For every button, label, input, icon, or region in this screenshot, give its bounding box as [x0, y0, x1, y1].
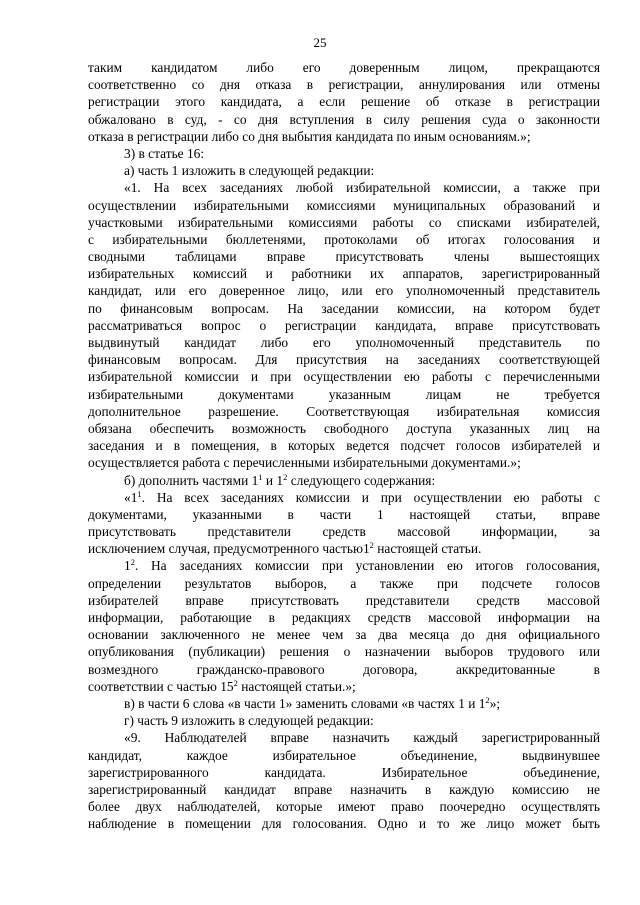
text-line: информации, работающие в редакциях средств массовой информации на — [88, 610, 600, 625]
text-line: обжаловано в суд, - со дня вступления в силу решения суда о законности — [88, 111, 600, 127]
text-line: избирательными документами указанным лицам не требуется — [88, 386, 600, 402]
text-line: кандидат, каждое избирательное объединение, выдвинувшее — [88, 747, 600, 763]
text-line: г) часть 9 изложить в следующей редакции: — [124, 713, 374, 729]
text-line: 3) в статье 16: — [124, 145, 205, 161]
text-line: рассматриваться вопрос о регистрации кандидата, вправе присутствовать — [88, 317, 600, 333]
text-line: участковыми избирательными комиссиями работы со списками избирателей, — [88, 214, 600, 230]
text-line: более двух наблюдателей, которые имеют право поочередно осуществлять — [88, 799, 600, 815]
text-line: избирателей вправе присутствовать представители средств массовой — [88, 592, 600, 608]
text-line: таким кандидатом либо его доверенным лицом, прекращаются — [88, 60, 600, 75]
text-line: зарегистрированного кандидата. Избирательное объединение, — [88, 764, 600, 780]
text-line: кандидат, или его доверенное лицо, или его уполномоченный представитель — [88, 283, 600, 299]
text-line: сводными таблицами вправе присутствовать члены вышестоящих — [88, 249, 600, 265]
text-line: опубликования (публикации) решения о назначении выборов трудового или — [88, 644, 600, 660]
text-line: «9. Наблюдателей вправе назначить каждый зарегистрированный — [124, 730, 600, 746]
text-line: $1^2$. На заседаниях комиссии при установлении ею итогов голосования, — [124, 557, 600, 574]
text-line: наблюдение в помещении для голосования. Одно и то же лицо может быть — [88, 816, 600, 832]
text-line: по финансовым вопросам. На заседании комиссии, на котором будет — [88, 300, 600, 316]
text-line: «1. На всех заседаниях любой избирательной комиссии, а также при — [124, 180, 600, 196]
text-line: соответствии с частью $15^2$ настоящей статьи.»; — [88, 677, 356, 694]
text-line: определении результатов выборов, а также при подсчете голосов — [88, 575, 600, 591]
text-line: осуществляется работа с перечисленными избирательными документами.»; — [88, 455, 521, 471]
text-line: в) в части 6 слова «в части 1» заменить словами «в частях 1 и $1^2$»; — [124, 694, 501, 711]
page-number: 25 — [313, 35, 327, 50]
text-line: избирательных комиссий и работники их аппаратов, зарегистрированный — [88, 266, 600, 282]
text-line: отказа в регистрации либо со дня выбытия кандидата по иным основаниям.»; — [88, 128, 531, 144]
text-line: а) часть 1 изложить в следующей редакции: — [124, 163, 375, 179]
text-line: осуществлении избирательными комиссиями муниципальных образований и — [88, 197, 600, 213]
text-line: основании заключенного не менее чем за два месяца до дня официального — [88, 627, 600, 643]
text-line: обязана обеспечить возможность свободного доступа указанных лиц на — [88, 420, 600, 436]
text-line: зарегистрированный кандидат вправе назначить в каждую комиссию не — [88, 781, 600, 797]
text-line: заседания и в помещения, в которых ведется подсчет голосов избирателей и — [88, 438, 600, 454]
text-line: возмездного гражданско-правового договора, аккредитованные в — [88, 661, 600, 677]
text-line: соответственно со дня отказа в регистрации, аннулирования или отмены — [88, 77, 600, 93]
text-line: б) дополнить частями $1^1$ и $1^2$ следующего содержания: — [124, 471, 436, 488]
text-line: присутствовать представители средств массовой информации, за — [88, 524, 600, 540]
text-line: регистрации этого кандидата, а если решение об отказе в регистрации — [88, 94, 600, 110]
text-line: с избирательными бюллетенями, протоколами об итогах голосования и — [88, 231, 600, 247]
document-body — [88, 59, 600, 832]
text-line: дополнительное разрешение. Соответствующая избирательная комиссия — [88, 403, 600, 419]
text-line: избирательной комиссии и при осуществлении ею работы с перечисленными — [88, 369, 600, 385]
text-line: «$1^1$. На всех заседаниях комиссии и при осуществлении ею работы с — [124, 488, 600, 505]
text-line: исключением случая, предусмотренного $частью1^2$ настоящей статьи. — [88, 540, 482, 557]
text-line: выдвинутый кандидат либо его уполномоченный представитель по — [88, 335, 600, 350]
text-line: документами, указанными в части 1 настоящей статьи, вправе — [88, 506, 600, 522]
text-line: финансовым вопросам. Для присутствия на заседаниях соответствующей — [88, 352, 600, 368]
